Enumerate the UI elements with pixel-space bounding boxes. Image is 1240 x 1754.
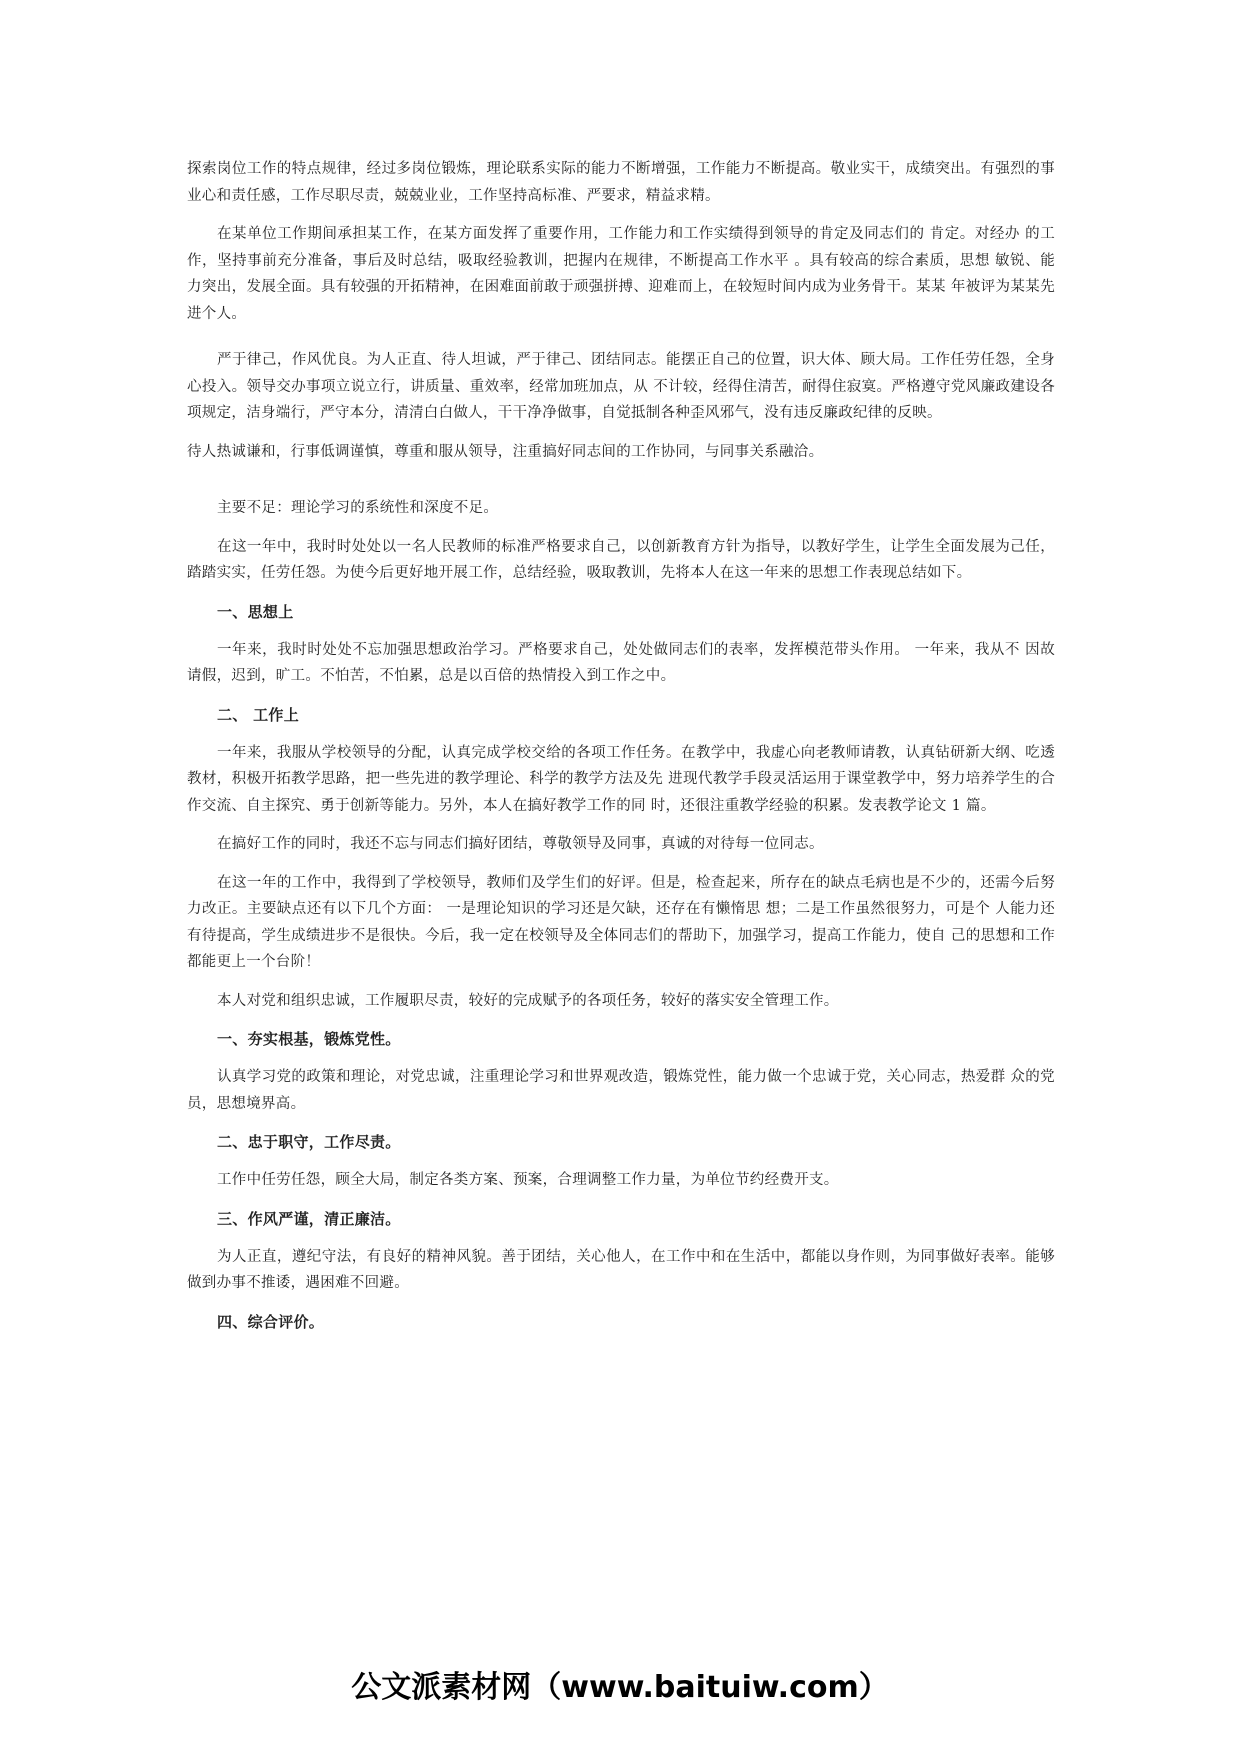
paragraph: 工作中任劳任怨，顾全大局，制定各类方案、预案，合理调整工作力量，为单位节约经费开支。	[217, 1172, 839, 1188]
paragraph: 本人对党和组织忠诚，工作履职尽责，较好的完成赋予的各项任务，较好的落实安全管理工作。	[217, 992, 839, 1009]
document-body	[187, 156, 1055, 1347]
section-heading: 一、思想上	[217, 602, 294, 621]
paragraph: 严于律己，作风优良。为人正直、待人坦诚，严于律己、团结同志。能摆正自己的位置，识大体、顾大局。工作任劳任怨，全身心投入。领导交办事项立说立行，讲质量、重效率，经常加班加点，从 不计较，经得住清苦，耐得住寂寞。严格遵守党风廉政建设各项规定，洁身端行，严守本分，清清白白做人，干干净净做事，自觉抵制各种歪风邪气，没有违反廉政纪律的反映。	[187, 352, 1055, 421]
section-heading: 三、作风严谨，清正廉洁。	[217, 1209, 401, 1228]
paragraph: 探索岗位工作的特点规律，经过多岗位锻炼，理论联系实际的能力不断增强，工作能力不断提高。敬业实干，成绩突出。有强烈的事业心和责任感，工作尽职尽责，兢兢业业，工作坚持高标准、严要求，精益求精。	[187, 161, 1055, 204]
paragraph: 在搞好工作的同时，我还不忘与同志们搞好团结，尊敬领导及同事，真诚的对待每一位同志。	[217, 836, 824, 852]
paragraph: 认真学习党的政策和理论，对党忠诚，注重理论学习和世界观改造，锻炼党性，能力做一个忠诚于党，关心同志，热爱群 众的党员，思想境界高。	[187, 1069, 1055, 1112]
footer-watermark: 公文派素材网（www.baituiw.com）	[351, 1670, 889, 1705]
section-heading: 四、综合评价。	[217, 1312, 325, 1331]
paragraph: 在这一年中，我时时处处以一名人民教师的标准严格要求自己，以创新教育方针为指导，以教好学生，让学生全面发展为己任，踏踏实实，任劳任怨。为使今后更好地开展工作，总结经验，吸取教训，先将本人在这一年来的思想工作表现总结如下。	[187, 538, 1055, 581]
paragraph: 在这一年的工作中，我得到了学校领导，教师们及学生们的好评。但是，检查起来，所存在的缺点毛病也是不少的，还需今后努力改正。主要缺点还有以下几个方面： 一是理论知识的学习还是欠缺，还存在有懒惰思 想；二是工作虽然很努力，可是个 人能力还有待提高，学生成绩进步不是很快。今后，我一定在校领导及全体同志们的帮助下，加强学习，提高工作能力，使自 己的思想和工作都能更上一个台阶！	[187, 874, 1055, 970]
paragraph: 主要不足：理论学习的系统性和深度不足。	[217, 500, 499, 516]
paragraph: 一年来，我服从学校领导的分配，认真完成学校交给的各项工作任务。在教学中，我虚心向老教师请教，认真钻研新大纲、吃透教材，积极开拓教学思路，把一些先进的教学理论、科学的教学方法及先 进现代教学手段灵活运用于课堂教学中，努力培养学生的合作交流、自主探究、勇于创新等能力。另外，本人在搞好教学工作的同 时，还很注重教学经验的积累。发表教学论文 1 篇。	[187, 744, 1055, 814]
paragraph: 一年来，我时时处处不忘加强思想政治学习。严格要求自己，处处做同志们的表率，发挥模范带头作用。 一年来，我从不 因故请假，迟到，旷工。不怕苦，不怕累，总是以百倍的热情投入到工作之中。	[187, 641, 1056, 684]
section-heading: 二、忠于职守，工作尽责。	[217, 1133, 401, 1151]
paragraph: 为人正直，遵纪守法，有良好的精神风貌。善于团结，关心他人，在工作中和在生活中，都能以身作则，为同事做好表率。能够做到办事不推诿，遇困难不回避。	[187, 1248, 1055, 1291]
paragraph: 待人热诚谦和，行事低调谨慎，尊重和服从领导，注重搞好同志间的工作协同，与同事关系融洽。	[187, 443, 824, 460]
section-heading: 一、夯实根基，锻炼党性。	[217, 1030, 401, 1048]
section-heading: 二、 工作上	[217, 705, 300, 724]
paragraph: 在某单位工作期间承担某工作，在某方面发挥了重要作用，工作能力和工作实绩得到领导的肯定及同志们的 肯定。对经办 的工作，坚持事前充分准备，事后及时总结，吸取经验教训，把握内在规律，不断提高工作水平 。具有较高的综合素质，思想 敏锐、能力突出，发展全面。具有较强的开拓精神，在困难面前敢于顽强拼搏、迎难而上，在较短时间内成为业务骨干。某某 年被评为某某先进个人。	[187, 226, 1056, 322]
